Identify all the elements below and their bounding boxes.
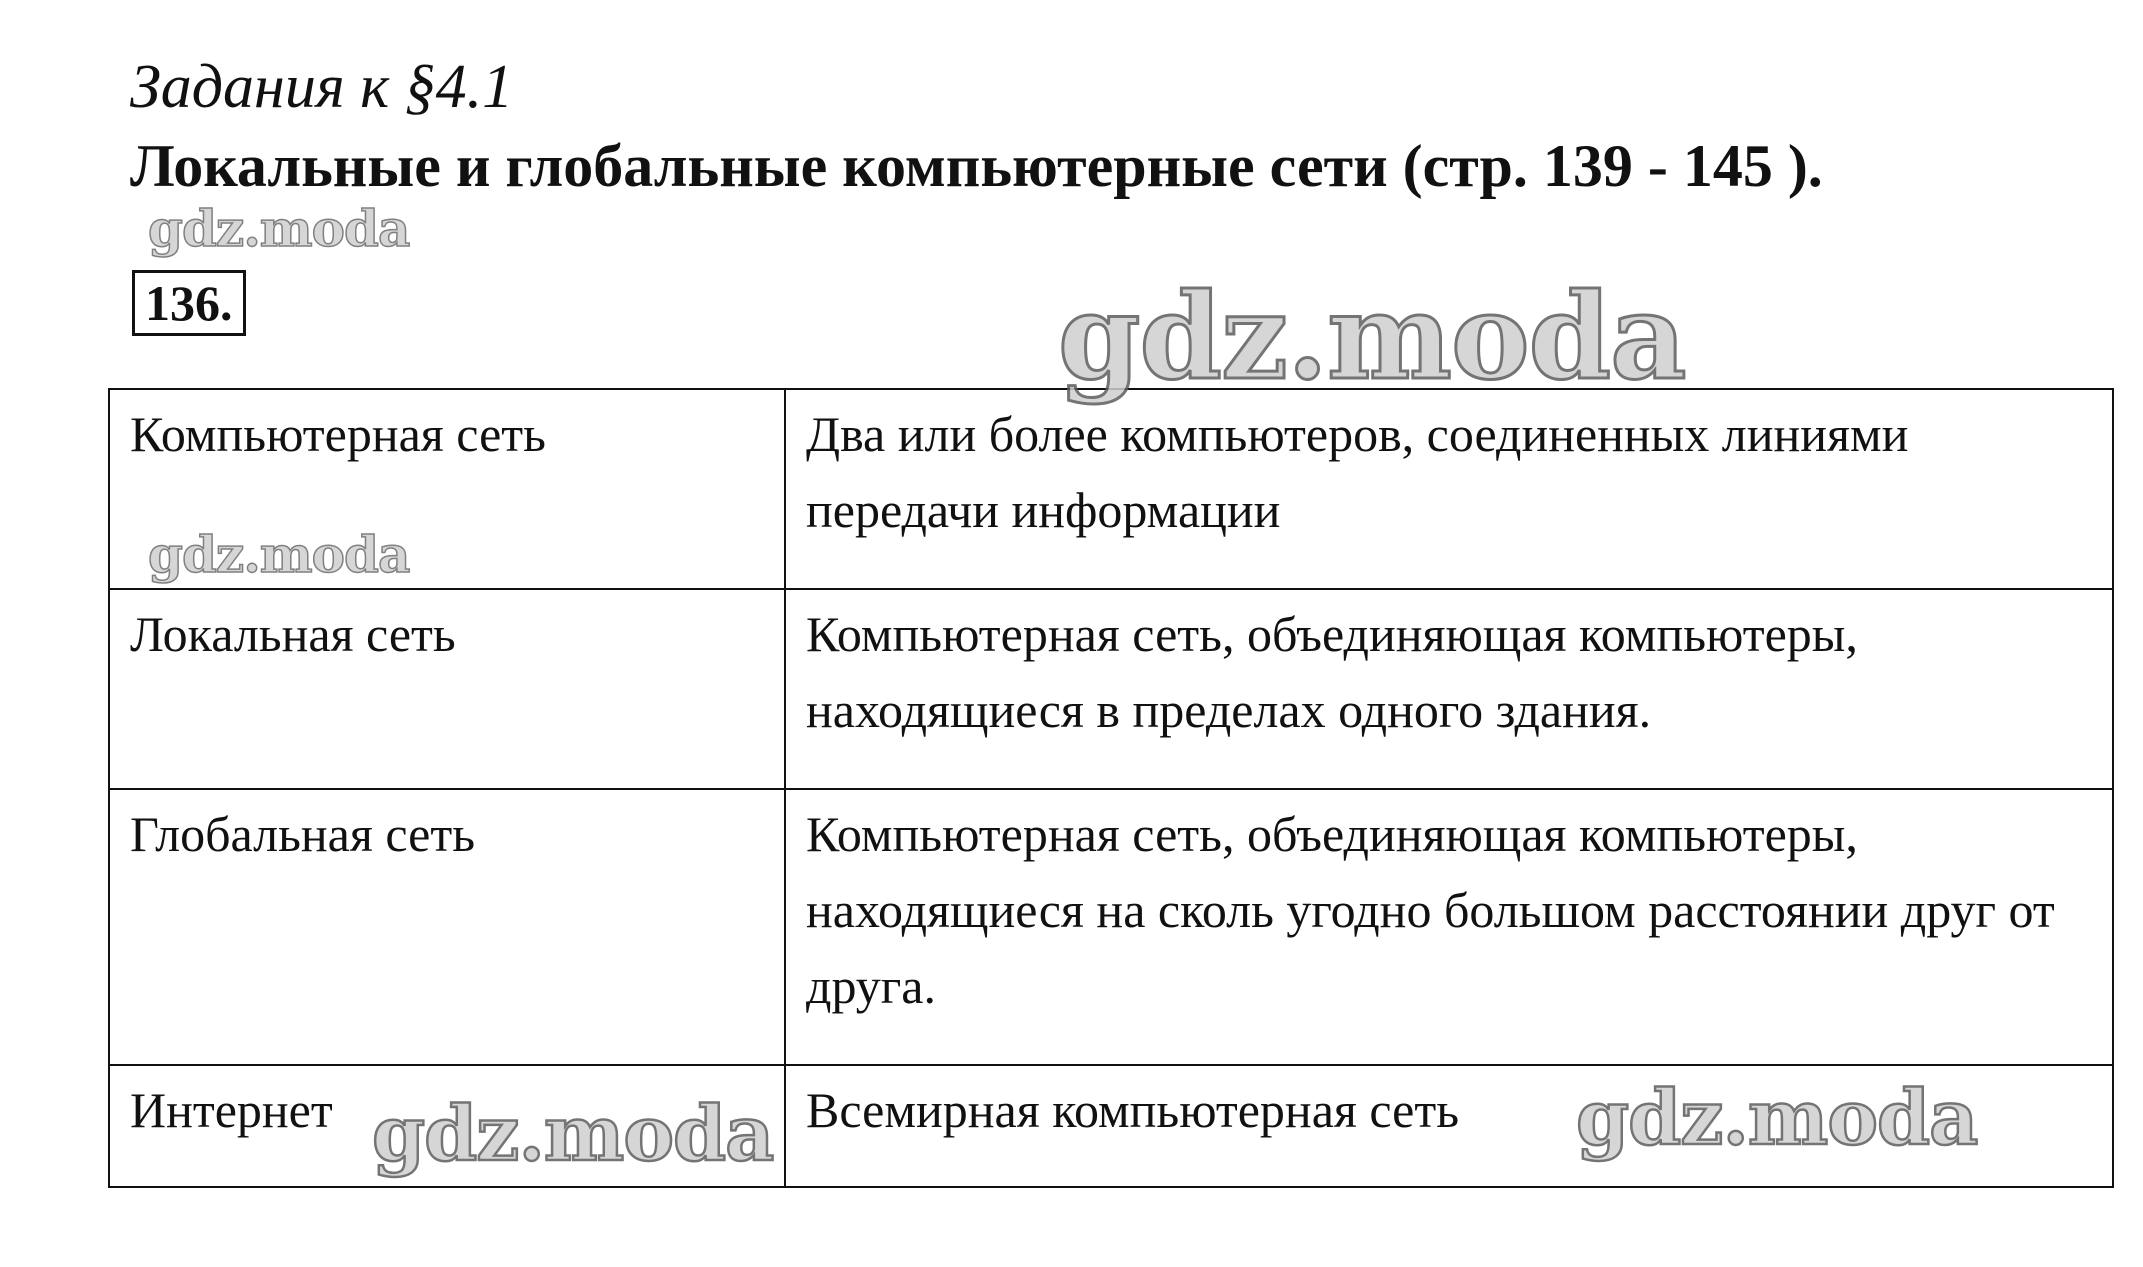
definition-cell: Два или более компьютеров, соединенных линиями передачи информации — [785, 389, 2113, 589]
table-row — [109, 789, 2113, 1065]
page-title: Локальные и глобальные компьютерные сети (стр. 139 - 145 ). — [130, 133, 1823, 199]
watermark: gdz.moda — [148, 199, 410, 258]
watermark: gdz.moda — [148, 525, 410, 584]
table-row — [109, 589, 2113, 789]
watermark: gdz.moda — [1576, 1073, 1978, 1162]
definition-cell: Компьютерная сеть, объединяющая компьютеры, находящиеся в пределах одного здания. — [785, 589, 2113, 789]
definition-cell: Компьютерная сеть, объединяющая компьютеры, находящиеся на сколь угодно большом расстоянии друг от друга. — [785, 789, 2113, 1065]
definition-cell: Всемирная компьютерная сеть — [785, 1065, 2113, 1187]
term-cell: Интернет — [109, 1065, 785, 1187]
task-number-badge: 136. — [132, 270, 246, 336]
table-row — [109, 389, 2113, 589]
term-cell: Локальная сеть — [109, 589, 785, 789]
term-cell: Компьютерная сеть — [109, 389, 785, 589]
term-cell: Глобальная сеть — [109, 789, 785, 1065]
watermark: gdz.moda — [372, 1089, 774, 1178]
section-subtitle: Задания к §4.1 — [130, 53, 514, 121]
watermark: gdz.moda — [1058, 267, 1686, 406]
definitions-table — [108, 388, 2114, 1188]
